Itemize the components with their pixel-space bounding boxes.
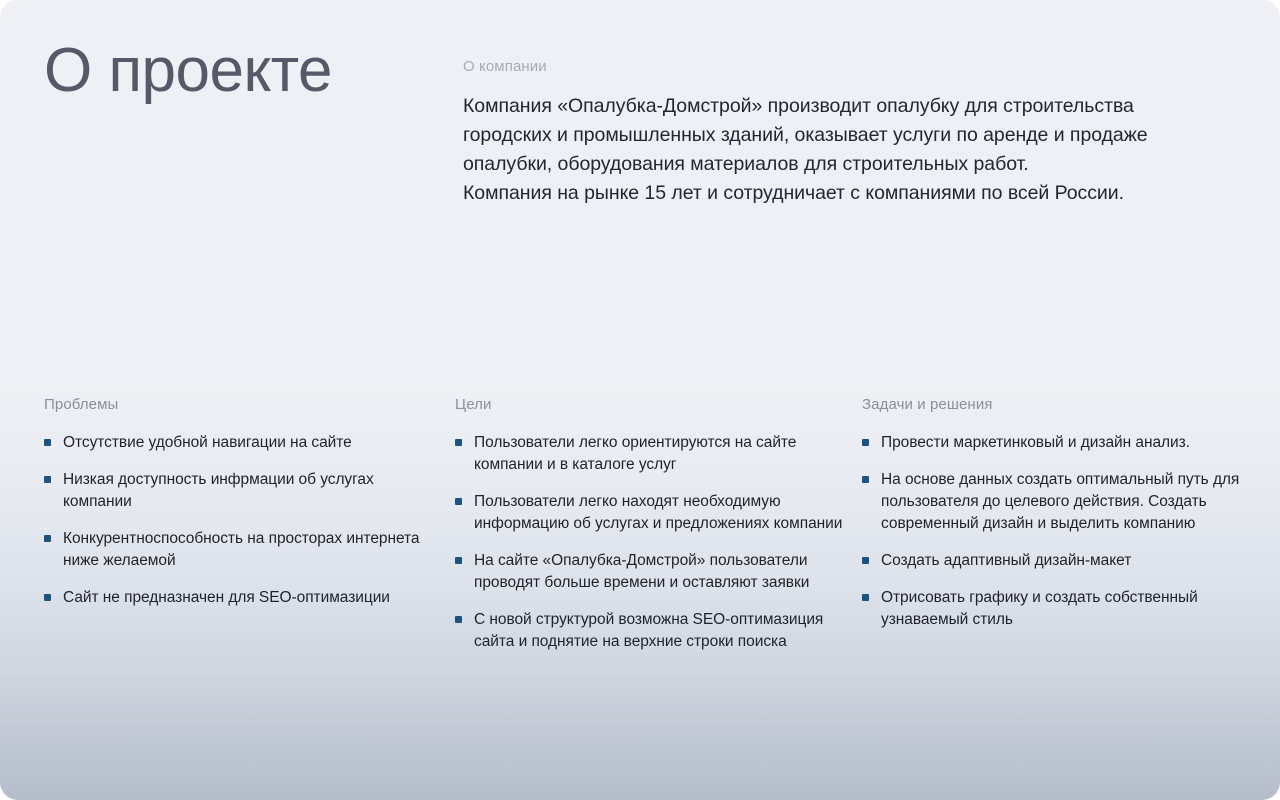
list-item: Создать адаптивный дизайн-макет — [862, 550, 1240, 572]
list-item: Пользователи легко ориентируются на сайте компании и в каталоге услуг — [455, 432, 845, 476]
list-item: Сайт не предназначен для SEO-оптимазиции — [44, 587, 434, 609]
page-title: О проекте — [44, 36, 332, 105]
list-item: С новой структурой возможна SEO-оптимазиция сайта и поднятие на верхние строки поиска — [455, 609, 845, 653]
list-item: На основе данных создать оптимальный путь для пользователя до целевого действия. Создать современный дизайн и выделить компанию — [862, 469, 1240, 535]
list-item: Пользователи легко находят необходимую информацию об услугах и предложениях компании — [455, 491, 845, 535]
column-goals — [455, 396, 845, 653]
about-company-block — [463, 58, 1223, 208]
list-item: Отсутствие удобной навигации на сайте — [44, 432, 434, 454]
column-problems — [44, 396, 434, 609]
about-company-label: О компании — [463, 58, 547, 75]
list-item: Провести маркетинковый и дизайн анализ. — [862, 432, 1240, 454]
list-item: На сайте «Опалубка-Домстрой» пользователи проводят больше времени и оставляют заявки — [455, 550, 845, 594]
slide-top-section — [0, 0, 1280, 380]
bullet-list — [862, 432, 1240, 631]
slide-columns-section — [0, 396, 1280, 696]
list-item: Отрисовать графику и создать собственный узнаваемый стиль — [862, 587, 1240, 631]
column-tasks-and-solutions — [862, 396, 1240, 631]
about-company-text: Компания «Опалубка-Домстрой» производит опалубку для строительства городских и промышленных зданий, оказывает услуги по аренде и продаже опалубки, оборудования материалов для строительных работ. Компания на рынке 15 лет и сотрудничает с компаниями по всей России. — [463, 95, 1148, 204]
bullet-list — [455, 432, 845, 653]
bullet-list — [44, 432, 434, 609]
column-heading: Проблемы — [44, 396, 119, 413]
list-item: Конкурентноспособность на просторах интернета ниже желаемой — [44, 528, 434, 572]
column-heading: Цели — [455, 396, 492, 413]
list-item: Низкая доступность инфрмации об услугах компании — [44, 469, 434, 513]
column-heading: Задачи и решения — [862, 396, 993, 413]
